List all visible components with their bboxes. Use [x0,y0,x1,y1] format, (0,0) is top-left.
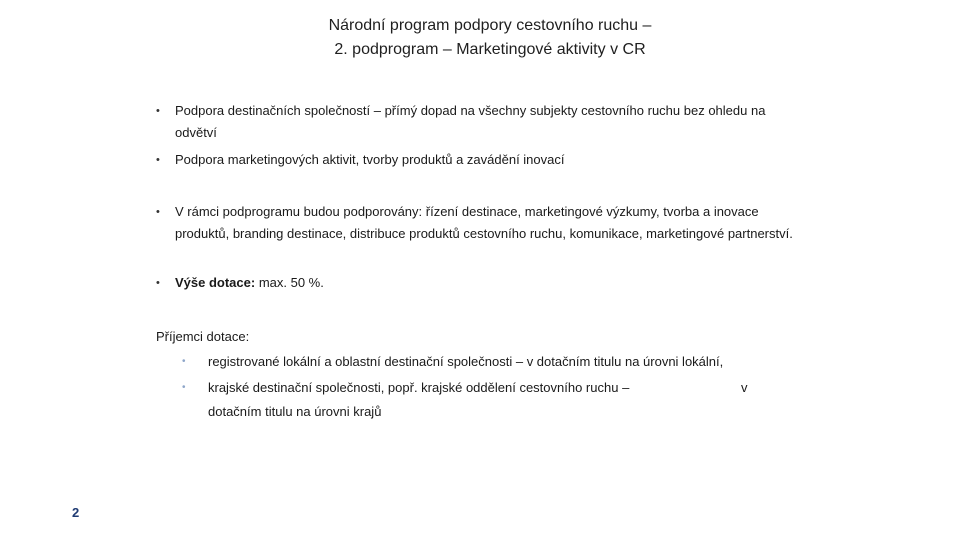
bullet-item [156,201,796,245]
bullet-icon: • [156,105,160,117]
bullet-item [156,100,796,144]
bullet-item [156,272,796,294]
recipient-item [180,350,820,374]
recipient-text: registrované lokální a oblastní destinační společnosti – v dotačním titulu na úrovni lokální, [208,354,724,369]
recipients-heading: Příjemci dotace: [156,329,250,344]
bullet-item [156,149,796,171]
sub-bullet-icon: • [182,382,186,393]
recipient-text: krajské destinační společnosti, popř. krajské oddělení cestovního ruchu – [208,380,630,395]
bullet-icon: • [156,154,160,166]
bullet-text: V rámci podprogramu budou podporovány: řízení destinace, marketingové výzkumy, tvorba a inovace produktů, branding destinace, distribuce produktů cestovního ruchu, komunikace, marketingové partnerství. [175,204,793,241]
bullet-text: Podpora marketingových aktivit, tvorby produktů a zavádění inovací [175,152,565,167]
title-line-1: Národní program podpory cestovního ruchu – [328,17,652,34]
title-line-2: 2. podprogram – Marketingové aktivity v CR [334,41,646,58]
recipient-text-line2: dotačním titulu na úrovni krajů [208,404,382,419]
bullet-icon: • [156,206,160,218]
recipient-text-tail: v [741,380,748,395]
bullet-icon: • [156,277,160,289]
sub-bullet-icon: • [182,356,186,367]
page-number: 2 [72,505,80,520]
slide-title [230,14,750,62]
bullet-text: Podpora destinačních společností – přímý dopad na všechny subjekty cestovního ruchu bez ohledu na odvětví [175,103,766,140]
subsidy-label: Výše dotace: [175,275,256,290]
subsidy-value: max. 50 %. [255,275,324,290]
recipient-item [180,376,820,424]
